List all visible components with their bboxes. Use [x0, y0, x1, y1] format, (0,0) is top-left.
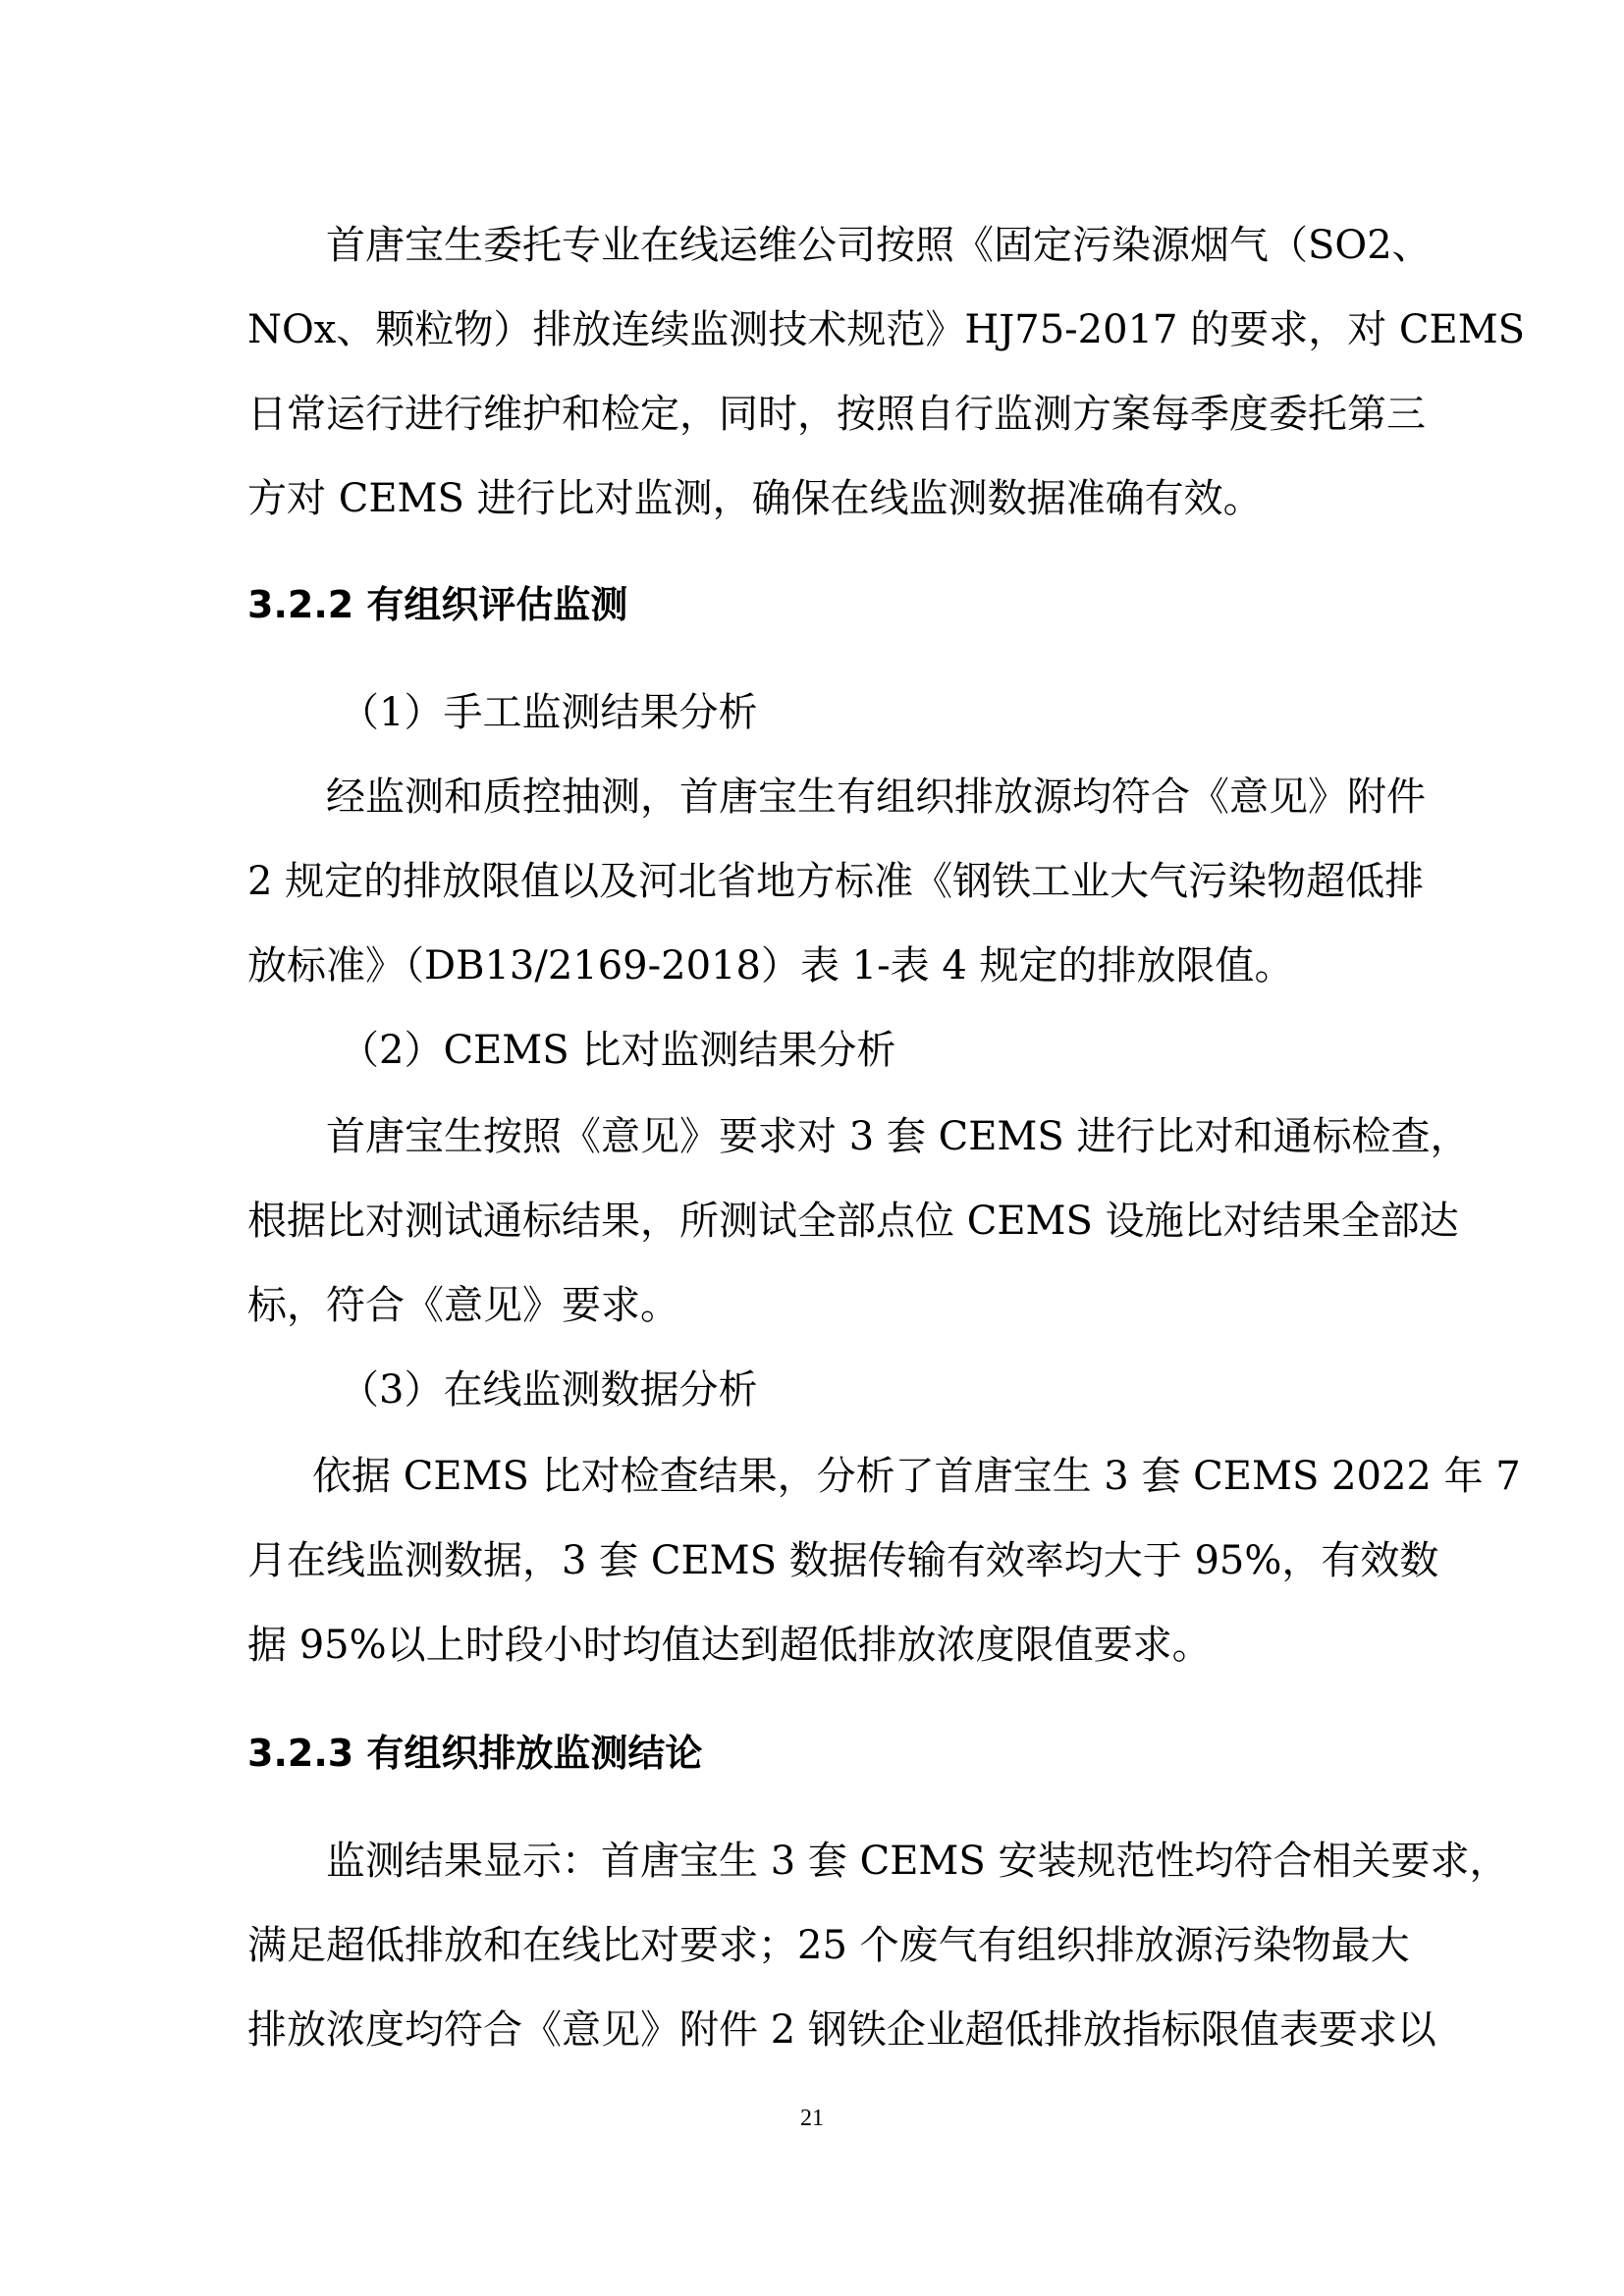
section-heading: 3.2.3 有组织排放监测结论 — [247, 1732, 703, 1775]
paragraph-line: 2 规定的排放限值以及河北省地方标准《钢铁工业大气污染物超低排 — [247, 859, 1425, 904]
paragraph-line: 经监测和质控抽测，首唐宝生有组织排放源均符合《意见》附件 — [326, 774, 1426, 820]
paragraph-line: 首唐宝生按照《意见》要求对 3 套 CEMS 进行比对和通标检查， — [326, 1114, 1470, 1159]
paragraph-line: 方对 CEMS 进行比对监测，确保在线监测数据准确有效。 — [247, 476, 1263, 521]
subsection-heading: （3）在线监测数据分析 — [340, 1367, 758, 1413]
paragraph-line: 满足超低排放和在线比对要求；25 个废气有组织排放源污染物最大 — [247, 1923, 1410, 1968]
paragraph-line: NOx、颗粒物）排放连续监测技术规范》HJ75-2017 的要求，对 CEMS — [247, 307, 1526, 352]
paragraph-line: 排放浓度均符合《意见》附件 2 钢铁企业超低排放指标限值表要求以 — [247, 2007, 1436, 2053]
paragraph-line: 监测结果显示：首唐宝生 3 套 CEMS 安装规范性均符合相关要求， — [326, 1839, 1509, 1884]
subsection-heading: （1）手工监测结果分析 — [340, 690, 758, 735]
section-heading: 3.2.2 有组织评估监测 — [247, 583, 628, 626]
paragraph-line: 根据比对测试通标结果，所测试全部点位 CEMS 设施比对结果全部达 — [247, 1199, 1459, 1244]
page-number: 21 — [800, 2106, 824, 2131]
paragraph-line: 依据 CEMS 比对检查结果，分析了首唐宝生 3 套 CEMS 2022 年 7 — [312, 1454, 1521, 1499]
paragraph-line: 据 95%以上时段小时均值达到超低排放浓度限值要求。 — [247, 1623, 1212, 1668]
paragraph-line: 月在线监测数据，3 套 CEMS 数据传输有效率均大于 95%，有效数 — [247, 1538, 1439, 1583]
paragraph-line: 首唐宝生委托专业在线运维公司按照《固定污染源烟气（SO2、 — [326, 223, 1432, 268]
subsection-heading: （2）CEMS 比对监测结果分析 — [340, 1028, 896, 1073]
paragraph-line: 标，符合《意见》要求。 — [247, 1283, 679, 1328]
paragraph-line: 日常运行进行维护和检定，同时，按照自行监测方案每季度委托第三 — [247, 392, 1426, 437]
paragraph-line: 放标准》（DB13/2169-2018）表 1-表 4 规定的排放限值。 — [247, 943, 1294, 988]
